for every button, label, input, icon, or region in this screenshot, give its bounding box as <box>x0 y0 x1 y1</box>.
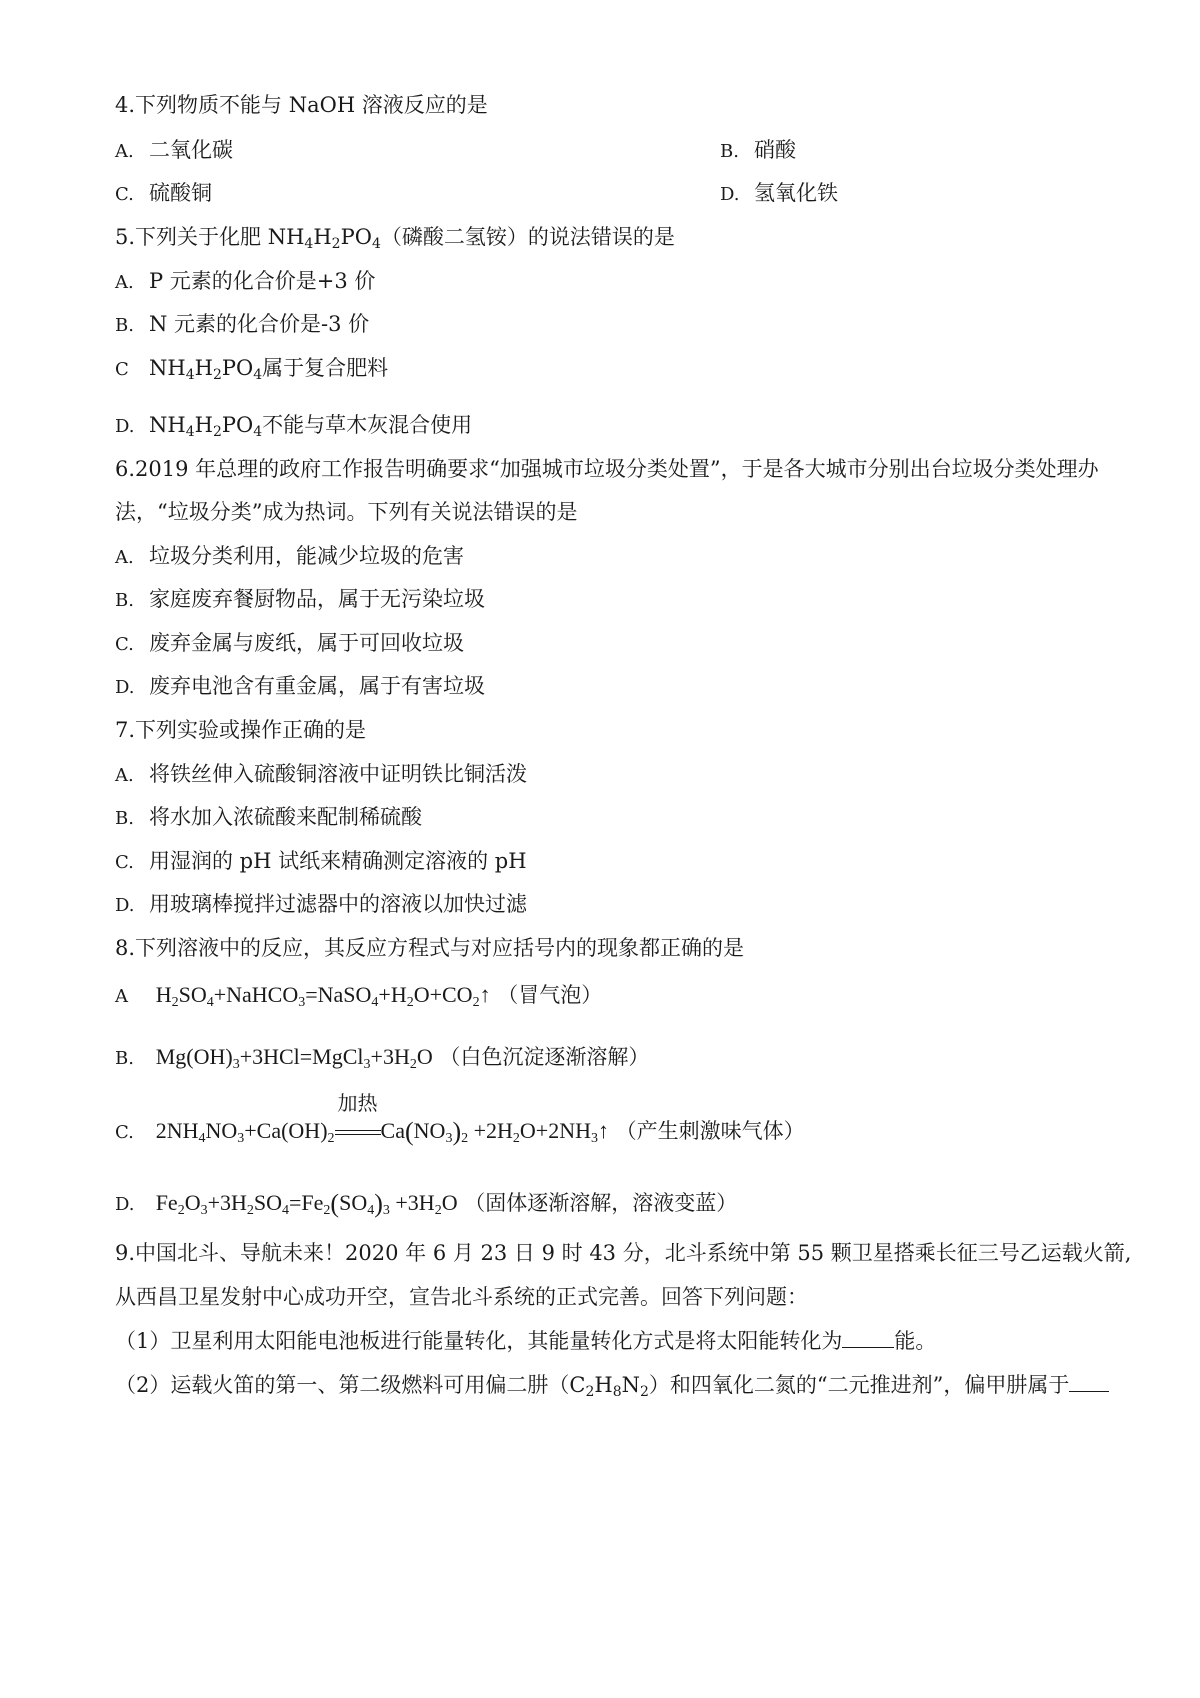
equation-c: $2NH_4NO_3+Ca(OH)_2$ 加热 $Ca(NO_3)_2$ $+2H_2O+2NH_3↑$ <box>155 1091 609 1146</box>
equation-a: $H_2SO_4+NaHCO_3=NaSO_4+H_2O+CO_2↑$ <box>155 982 491 1010</box>
option-c: C. 硫酸铜 <box>115 181 212 205</box>
question-8-stem: 8.下列溶液中的反应，其反应方程式与对应括号内的现象都正确的是 <box>115 936 745 960</box>
question-8-option-d: D. $Fe_2O_3+3H_2SO_4=Fe_2(SO_4)_3 +3H_2O$ （固体逐渐溶解，溶液变蓝） <box>115 1189 738 1218</box>
question-6-stem-line-1: 6.2019 年总理的政府工作报告明确要求“加强城市垃圾分类处置”，于是各大城市分别出台垃圾分类处理办 <box>115 457 1099 481</box>
question-7-option-a: A. 将铁丝伸入硫酸铜溶液中证明铁比铜活泼 <box>115 762 527 786</box>
question-4-stem: 4.下列物质不能与 NaOH 溶液反应的是 <box>115 93 488 117</box>
option-d: D. 氢氧化铁 <box>720 181 838 205</box>
equation-b: $Mg(OH)_3+3HCl=MgCl_3+3H_2O$ <box>155 1044 433 1072</box>
question-4-options-row-1 <box>115 135 1095 167</box>
question-7-option-b: B. 将水加入浓硫酸来配制稀硫酸 <box>115 805 422 829</box>
question-7-option-d: D. 用玻璃棒搅拌过滤器中的溶液以加快过滤 <box>115 892 527 916</box>
question-6-option-d: D. 废弃电池含有重金属，属于有害垃圾 <box>115 674 485 698</box>
question-8-option-c: C. $2NH_4NO_3+Ca(OH)_2$ 加热 $Ca(NO_3)_2$ $+2H_2O+2NH_3↑$ （产生刺激味气体） <box>115 1091 805 1146</box>
question-5-option-d: D. $NH_4H_2PO_4$不能与草木灰混合使用 <box>115 413 473 440</box>
question-9-stem-line-2: 从西昌卫星发射中心成功开空，宣告北斗系统的正式完善。回答下列问题： <box>115 1285 808 1309</box>
question-6-option-a: A. 垃圾分类利用，能减少垃圾的危害 <box>115 544 464 568</box>
question-7-option-c: C. 用湿润的 pH 试纸来精确测定溶液的 pH <box>115 849 527 873</box>
question-6-stem-line-2: 法，“垃圾分类”成为热词。下列有关说法错误的是 <box>115 500 578 524</box>
equation-d: $Fe_2O_3+3H_2SO_4=Fe_2(SO_4)_3 +3H_2O$ <box>155 1189 458 1218</box>
question-7-stem: 7.下列实验或操作正确的是 <box>115 718 367 742</box>
question-5-option-b: B. N 元素的化合价是-3 价 <box>115 312 370 336</box>
question-8-option-b: B. $Mg(OH)_3+3HCl=MgCl_3+3H_2O$ （白色沉淀逐渐溶解） <box>115 1044 650 1072</box>
answer-blank-2[interactable] <box>1069 1373 1109 1392</box>
question-5-option-a: A. P 元素的化合价是+3 价 <box>115 269 376 293</box>
question-8-option-a: A $H_2SO_4+NaHCO_3=NaSO_4+H_2O+CO_2↑$ （冒气泡） <box>115 982 603 1010</box>
question-9-stem-line-1: 9.中国北斗、导航未来！2020 年 6 月 23 日 9 时 43 分，北斗系统中第 55 颗卫星搭乘长征三号乙运载火箭, <box>115 1241 1132 1265</box>
question-9-sub-2: （2）运载火笛的第一、第二级燃料可用偏二肼$(C_2H_8N_2)$和四氧化二氮的“二元推进剂”，偏甲肼属于 <box>115 1370 1109 1400</box>
question-4-options-row-2 <box>115 178 1095 210</box>
question-5-option-c: C $NH_4H_2PO_4$属于复合肥料 <box>115 356 389 383</box>
question-9-sub-1: （1）卫星利用太阳能电池板进行能量转化，其能量转化方式是将太阳能转化为 能。 <box>115 1329 937 1353</box>
question-6-option-b: B. 家庭废弃餐厨物品，属于无污染垃圾 <box>115 587 485 611</box>
question-6-option-c: C. 废弃金属与废纸，属于可回收垃圾 <box>115 631 464 655</box>
option-a: A. 二氧化碳 <box>115 138 233 162</box>
question-5-stem: 5.下列关于化肥 $NH_4H_2PO_4$（磷酸二氢铵）的说法错误的是 <box>115 225 675 252</box>
heat-condition: 加热 <box>335 1116 381 1146</box>
option-b: B. 硝酸 <box>720 138 796 162</box>
answer-blank-1[interactable] <box>842 1329 894 1348</box>
